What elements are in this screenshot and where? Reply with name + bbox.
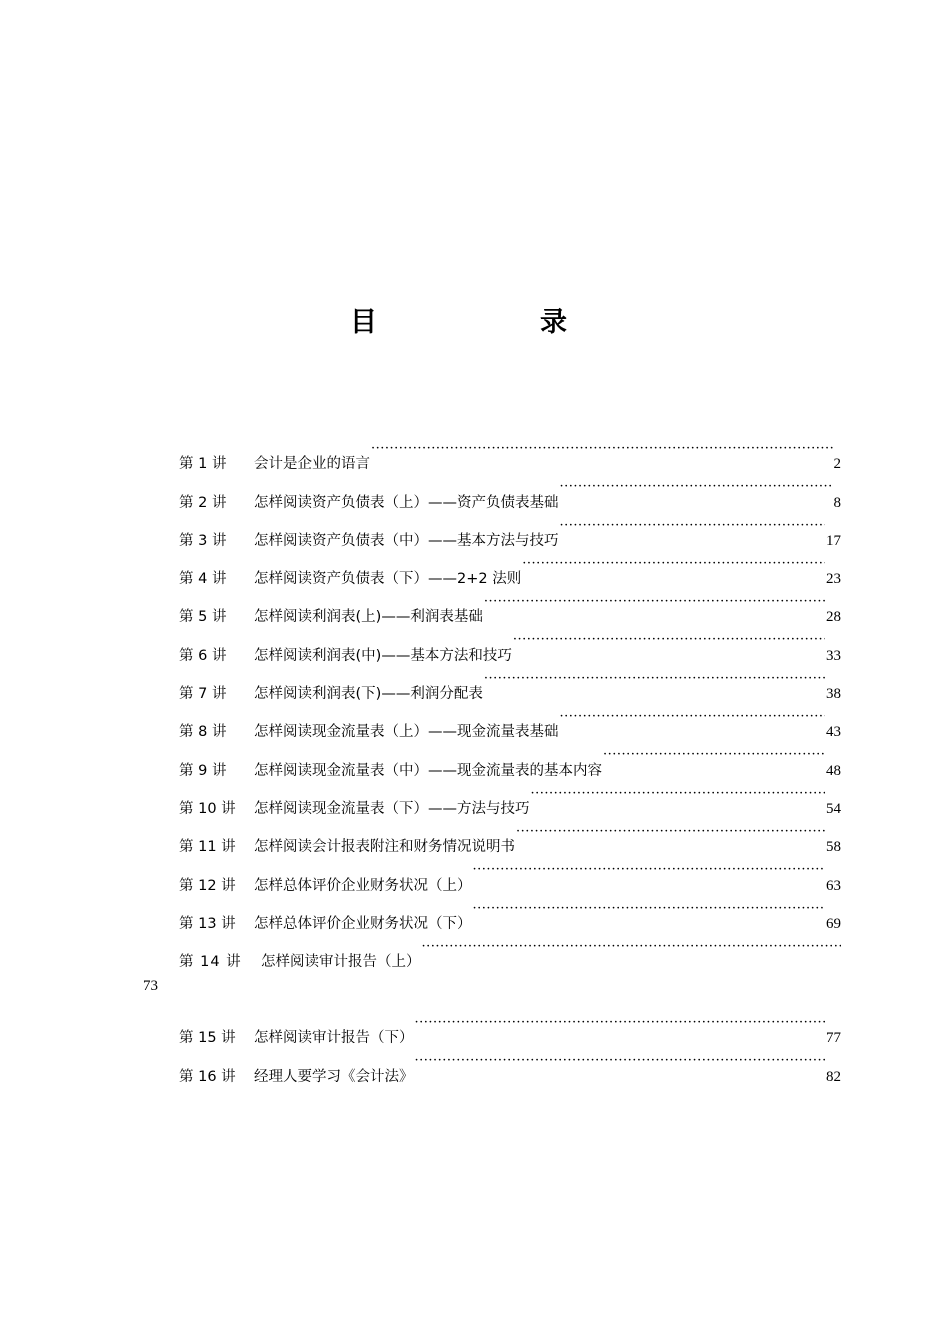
toc-entry-number: 第 11 讲 [179,839,236,856]
toc-entry-page: 8 [833,494,841,511]
toc-entry-number: 第 10 讲 [179,800,236,817]
toc-entry-number: 第 14 讲 [179,954,242,971]
toc-dot-leader [531,775,826,813]
toc-dot-leader [522,545,825,583]
toc-dot-leader [415,1042,826,1080]
toc-entry-page: 58 [826,839,841,856]
toc-entry-page: 69 [826,915,841,932]
toc-entry-number: 第 15 讲 [179,1030,236,1047]
toc-entry-label: 怎样阅读利润表(下)——利润分配表 [254,686,483,703]
toc-entry-page: 38 [826,686,841,703]
toc-entry-page: 2 [833,456,841,473]
toc-dot-leader [560,468,833,506]
toc-entry-page: 17 [826,532,841,549]
toc-entry-page: 77 [826,1030,841,1047]
toc-entry-number: 第 9 讲 [179,762,227,779]
toc-dot-leader [560,507,826,545]
toc-entry-number: 第 3 讲 [179,532,227,549]
toc-entry-number: 第 2 讲 [179,494,227,511]
toc-entry-label: 怎样总体评价企业财务状况（上） [254,877,472,894]
toc-entry-label: 怎样阅读利润表(中)——基本方法和技巧 [254,647,512,664]
toc-entry-label: 怎样阅读利润表(上)——利润表基础 [254,609,483,626]
page-title: 目 录 [350,307,635,338]
toc-entry-number: 第 8 讲 [179,724,227,741]
toc-entry-page: 54 [826,800,841,817]
toc-entry-page: 48 [826,762,841,779]
toc-entry-number: 第 1 讲 [179,456,227,473]
toc-entry-number: 第 4 讲 [179,571,227,588]
toc-entry-label: 怎样阅读资产负债表（下）——2+2 法则 [254,571,522,588]
toc-entry-label: 怎样阅读现金流量表（下）——方法与技巧 [254,800,530,817]
toc-entry-number: 第 13 讲 [179,915,236,932]
toc-entry-label: 怎样阅读资产负债表（上）——资产负债表基础 [254,494,559,511]
toc-dot-leader [473,851,826,889]
toc-entry-label: 怎样阅读审计报告（下） [254,1030,414,1047]
toc-entry-label: 会计是企业的语言 [254,456,370,473]
toc-dot-leader [603,736,825,774]
toc-entry-page: 82 [826,1068,841,1085]
toc-dot-leader [484,660,825,698]
toc-entry-number: 第 16 讲 [179,1068,236,1085]
toc-dot-leader [560,698,826,736]
toc-list-continued [179,1004,841,1085]
toc-dot-leader [516,813,825,851]
toc-dot-leader [513,621,825,659]
toc-entry-label: 怎样阅读会计报表附注和财务情况说明书 [254,839,515,856]
toc-entry-label: 经理人要学习《会计法》 [254,1068,414,1085]
toc-entry-number: 第 7 讲 [179,686,227,703]
toc-dot-leader [473,890,826,928]
toc-dot-leader [484,583,825,621]
toc-dot-leader [415,1004,826,1042]
toc-entry-number: 第 6 讲 [179,647,227,664]
toc-entry-number: 第 5 讲 [179,609,227,626]
toc-entry-page: 23 [826,571,841,588]
toc-dot-leader [422,928,842,966]
toc-entry-page: 63 [826,877,841,894]
toc-entry-label: 怎样阅读资产负债表（中）——基本方法与技巧 [254,532,559,549]
toc-entry [179,1004,841,1047]
toc-entry-label: 怎样总体评价企业财务状况（下） [254,915,472,932]
toc-dot-leader [371,430,833,468]
toc-entry-page: 28 [826,609,841,626]
toc-entry-label: 怎样阅读现金流量表（上）——现金流量表基础 [254,724,559,741]
toc-list [179,430,841,971]
toc-entry-page-wrapped: 73 [143,978,158,994]
toc-entry [179,430,841,473]
toc-entry-label: 怎样阅读现金流量表（中）——现金流量表的基本内容 [254,762,602,779]
toc-entry-label: 怎样阅读审计报告（上） [261,954,421,971]
toc-entry-page: 33 [826,647,841,664]
toc-entry-page: 43 [826,724,841,741]
toc-entry-number: 第 12 讲 [179,877,236,894]
